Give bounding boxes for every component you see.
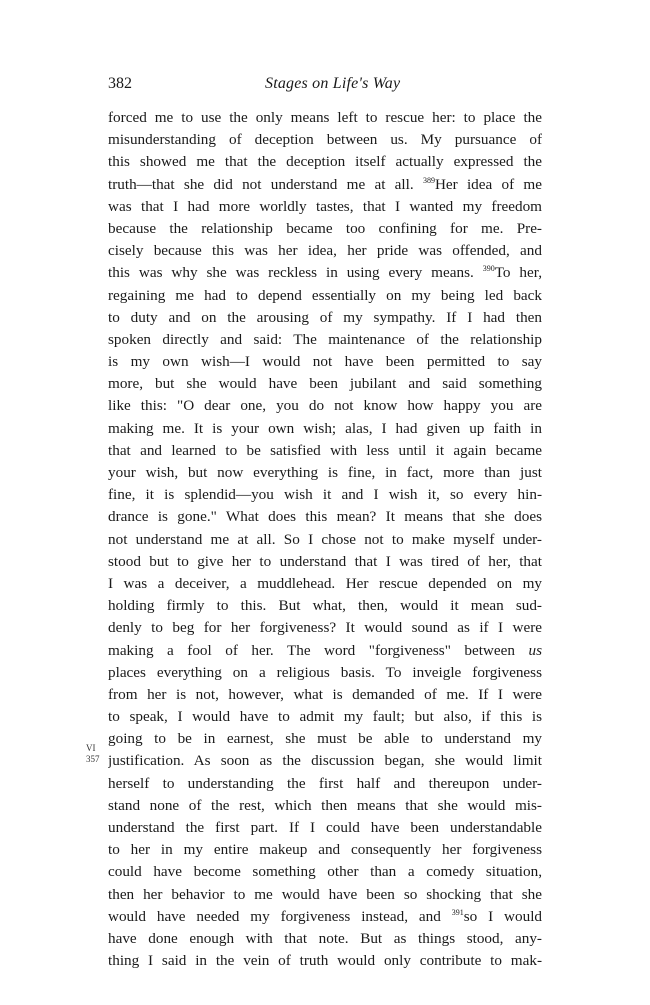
text-segment: was that I had more worldly tastes, that I wanted my freedom [108, 197, 542, 215]
text-line [108, 418, 542, 440]
text-segment: making a fool of her. The word "forgiveness" between [108, 641, 529, 659]
text-segment: places everything on a religious basis. To inveigle forgiveness [108, 663, 542, 681]
text-segment: from her is not, however, what is demanded of me. If I were [108, 685, 542, 703]
text-line [108, 551, 542, 573]
margin-page: 357 [86, 754, 100, 764]
text-segment: stand none of the rest, which then means that she would mis- [108, 796, 542, 814]
text-segment: Her idea of me [434, 175, 542, 193]
text-segment: misunderstanding of deception between us. My pursuance of [108, 131, 542, 149]
text-segment: forced me to use the only means left to rescue her: to place the [108, 109, 542, 126]
text-segment: herself to understanding the first half and thereupon under- [108, 774, 542, 792]
text-segment: holding firmly to this. But what, then, would it mean sud- [108, 597, 542, 615]
text-line [108, 662, 542, 684]
text-line [108, 595, 542, 617]
text-line [108, 196, 542, 218]
text-line [108, 640, 542, 662]
page-number: 382 [108, 75, 132, 92]
text-line [108, 861, 542, 883]
footnote-marker: 389 [422, 175, 435, 185]
text-segment: making me. It is your own wish; alas, I had given up faith in [108, 419, 542, 437]
text-segment: understand the first part. If I could have been understandable [108, 819, 542, 836]
text-segment: would have needed my forgiveness instead, and [108, 907, 452, 925]
text-line [108, 728, 542, 750]
margin-reference [86, 743, 100, 765]
footnote-marker: 391 [451, 907, 464, 917]
text-line [108, 906, 542, 928]
text-line [108, 573, 542, 595]
text-line [108, 750, 542, 772]
text-line [108, 440, 542, 462]
text-line [108, 817, 542, 839]
text-line [108, 107, 542, 129]
text-segment: denly to beg for her forgiveness? It would sound as if I were [108, 619, 542, 637]
text-segment: drance is gone." What does this mean? It means that she does [108, 508, 542, 526]
text-segment: so I would [463, 907, 542, 925]
text-line [108, 395, 542, 417]
text-line [108, 506, 542, 528]
text-line [108, 285, 542, 307]
italic-word: us [528, 641, 542, 659]
text-line [108, 884, 542, 906]
text-line [108, 262, 542, 284]
text-segment: regaining me had to depend essentially on my being led back [108, 286, 542, 304]
text-line [108, 773, 542, 795]
text-segment: have done enough with that note. But as things stood, any- [108, 929, 542, 947]
text-line [108, 617, 542, 639]
text-segment: to speak, I would have to admit my fault; but also, if this is [108, 708, 542, 726]
text-segment: To her, [494, 264, 542, 282]
text-segment: fine, it is splendid—you wish it and I wish it, so every hin- [108, 486, 542, 504]
text-line [108, 950, 542, 972]
text-segment: stood but to give her to understand that I was tired of her, that [108, 552, 542, 570]
text-segment: to her in my entire makeup and consequently her forgiveness [108, 841, 542, 859]
text-segment: that and learned to be satisfied with less until it again became [108, 441, 542, 459]
text-line [108, 240, 542, 262]
text-line [108, 151, 542, 173]
text-line [108, 218, 542, 240]
text-segment: I was a deceiver, a muddlehead. Her rescue depended on my [108, 574, 542, 592]
text-segment: your wish, but now everything is fine, in fact, more than just [108, 464, 542, 481]
text-line [108, 684, 542, 706]
text-line [108, 307, 542, 329]
text-line [108, 839, 542, 861]
text-line [108, 351, 542, 373]
text-segment: like this: "O dear one, you do not know how happy you are [108, 397, 542, 415]
running-head-title: Stages on Life's Way [265, 75, 401, 92]
text-line [108, 928, 542, 950]
text-segment: justification. As soon as the discussion began, she would limit [108, 752, 542, 770]
text-segment: because the relationship became too confining for me. Pre- [108, 219, 542, 237]
text-segment: not understand me at all. So I chose not to make myself under- [108, 530, 542, 548]
text-segment: is my own wish—I would not have been permitted to say [108, 353, 542, 371]
text-line [108, 529, 542, 551]
text-segment: going to be in earnest, she must be able to understand my [108, 730, 542, 748]
text-segment: more, but she would have been jubilant and said something [108, 375, 542, 393]
text-line [108, 484, 542, 506]
margin-volume: VI [86, 743, 96, 753]
body-text [108, 107, 542, 972]
text-segment: spoken directly and said: The maintenance of the relationship [108, 330, 542, 348]
text-line [108, 129, 542, 151]
text-segment: to duty and on the arousing of my sympathy. If I had then [108, 308, 542, 326]
text-line [108, 795, 542, 817]
text-line [108, 329, 542, 351]
footnote-marker: 390 [482, 264, 495, 274]
text-segment: thing I said in the vein of truth would only contribute to mak- [108, 952, 542, 970]
text-line [108, 174, 542, 196]
text-segment: this was why she was reckless in using every means. [108, 264, 483, 282]
text-segment: could have become something other than a comedy situation, [108, 863, 542, 881]
text-segment: cisely because this was her idea, her pride was offended, and [108, 242, 542, 260]
text-segment: this showed me that the deception itself actually expressed the [108, 153, 542, 171]
text-segment: then her behavior to me would have been so shocking that she [108, 885, 542, 903]
text-segment: truth—that she did not understand me at all. [108, 175, 423, 193]
text-line [108, 373, 542, 395]
text-line [108, 462, 542, 484]
text-line [108, 706, 542, 728]
